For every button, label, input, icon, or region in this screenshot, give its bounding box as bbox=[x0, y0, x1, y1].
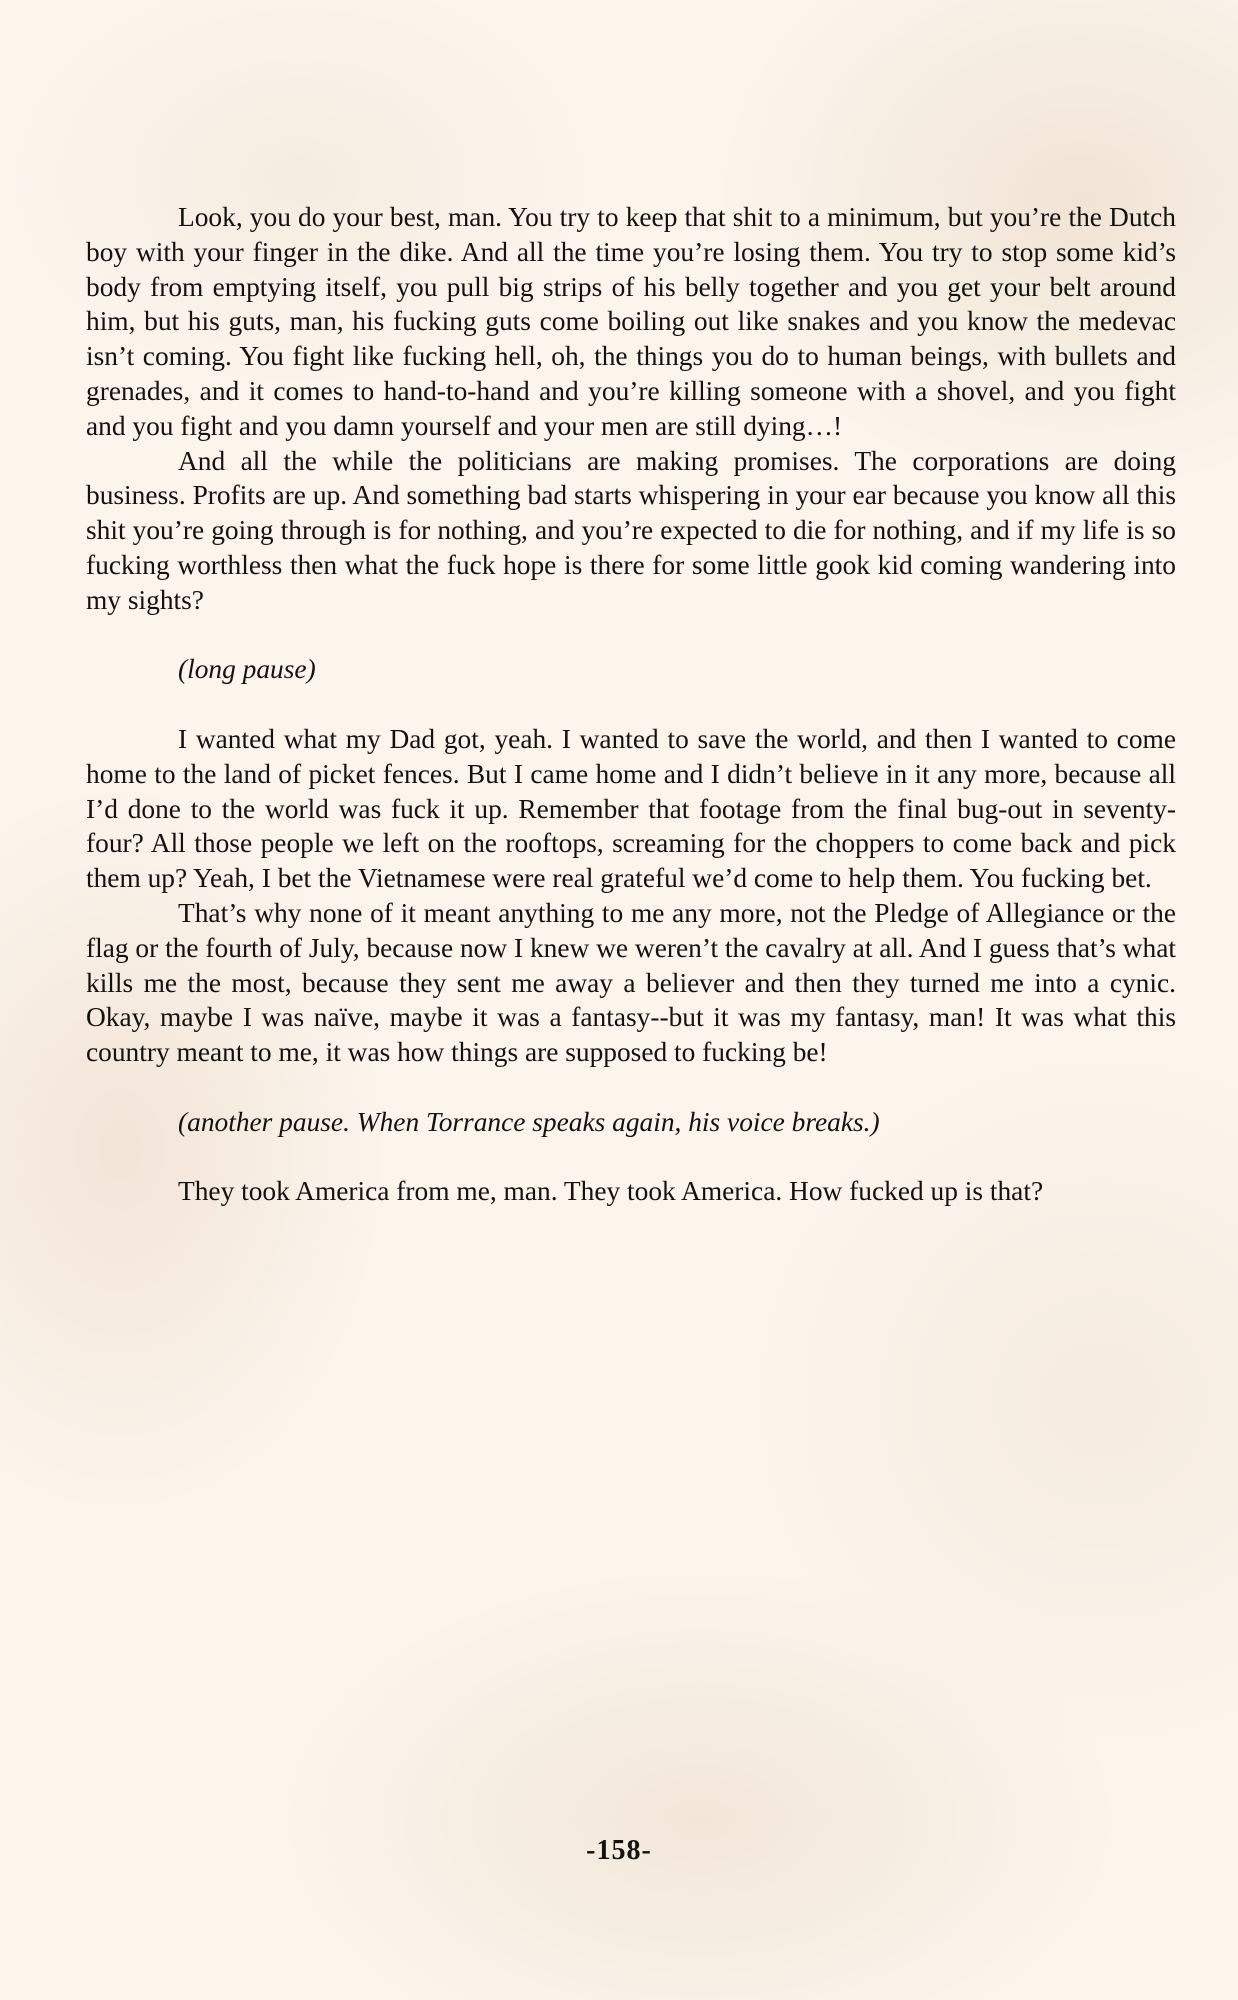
paragraph-5: They took America from me, man. They took America. How fucked up is that? bbox=[178, 1176, 1044, 1207]
stage-direction-another-pause: (another pause. When Torrance speaks again, his voice breaks.) bbox=[178, 1106, 880, 1137]
paragraph-2: And all the while the politicians are making promises. The corporations are doing business. Profits are up. And something bad starts whispering in your ear because you know all this shit you’re going through is for nothing, and you’re expected to die for nothing, and if my life is so fucking worthless then what the fuck hope is there for some little gook kid coming wandering into my sights? bbox=[86, 445, 1176, 615]
document-body bbox=[86, 200, 1176, 1209]
stage-direction-long-pause: (long pause) bbox=[178, 654, 316, 685]
paragraph-1: Look, you do your best, man. You try to keep that shit to a minimum, but you’re the Dutch boy with your finger in the dike. And all the time you’re losing them. You try to stop some kid’s body from emptying itself, you pull big strips of his belly together and you get your belt around him, but his guts, man, his fucking guts come boiling out like snakes and you know the medevac isn’t coming. You fight like fucking hell, oh, the things you do to human beings, with bullets and grenades, and it comes to hand-to-hand and you’re killing someone with a shovel, and you fight and you fight and you damn yourself and your men are still dying…! bbox=[86, 202, 1176, 441]
paragraph-4: That’s why none of it meant anything to me any more, not the Pledge of Allegiance or the flag or the fourth of July, because now I knew we weren’t the cavalry at all. And I guess that’s what kills me the most, because they sent me away a believer and then they turned me into a cynic. Okay, maybe I was naïve, maybe it was a fantasy--but it was my fantasy, man! It was what this country meant to me, it was how things are supposed to fucking be! bbox=[86, 897, 1176, 1068]
paragraph-3: I wanted what my Dad got, yeah. I wanted to save the world, and then I wanted to come home to the land of picket fences. But I came home and I didn’t believe in it any more, because all I’d done to the world was fuck it up. Remember that footage from the final bug-out in seventy-four? All those people we left on the rooftops, screaming for the choppers to come back and pick them up? Yeah, I bet the Vietnamese were real grateful we’d come to help them. You fucking bet. bbox=[86, 723, 1176, 894]
page-number: -158- bbox=[586, 1835, 652, 1866]
